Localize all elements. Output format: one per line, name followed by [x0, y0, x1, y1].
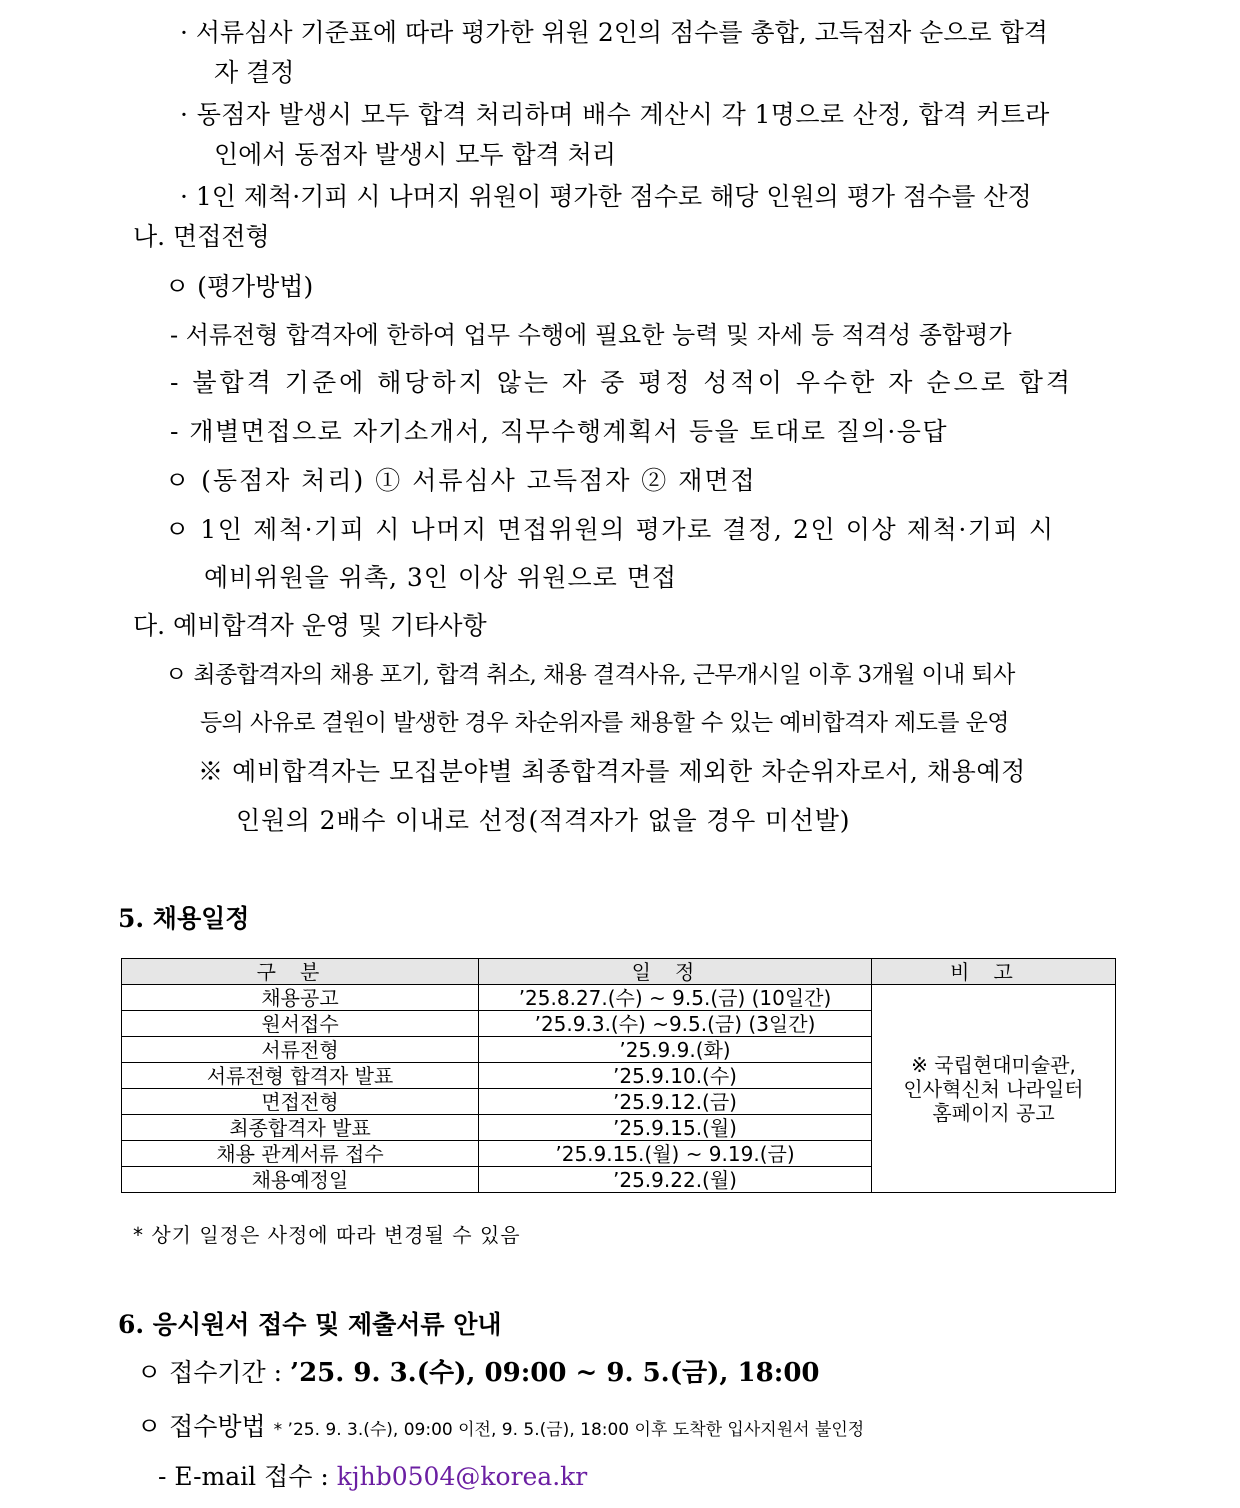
row-item: 채용예정일: [122, 1167, 479, 1193]
screening-line: 자 결정: [214, 58, 295, 87]
row-date: ’25.9.3.(수) ~9.5.(금) (3일간): [479, 1011, 872, 1037]
screening-line: 인에서 동점자 발생시 모두 합격 처리: [214, 140, 616, 169]
interview-line: - 개별면접으로 자기소개서, 직무수행계획서 등을 토대로 질의·응답: [170, 417, 949, 446]
row-item: 서류전형: [122, 1037, 479, 1063]
row-item: 원서접수: [122, 1011, 479, 1037]
row-item: 채용 관계서류 접수: [122, 1141, 479, 1167]
reserve-line: 등의 사유로 결원이 발생한 경우 차순위자를 채용할 수 있는 예비합격자 제도를 운영: [200, 710, 1009, 736]
email-label: - E-mail 접수 :: [158, 1462, 329, 1491]
row-date: ’25.9.15.(월) ~ 9.19.(금): [479, 1141, 872, 1167]
row-item: 채용공고: [122, 985, 479, 1011]
row-item: 면접전형: [122, 1089, 479, 1115]
screening-line: · 동점자 발생시 모두 합격 처리하며 배수 계산시 각 1명으로 산정, 합격 커트라: [180, 100, 1050, 129]
interview-line: 예비위원을 위촉, 3인 이상 위원으로 면접: [204, 563, 677, 592]
interview-line: - 서류전형 합격자에 한하여 업무 수행에 필요한 능력 및 자세 등 적격성 종합평가: [170, 321, 1012, 349]
row-date: ’25.9.15.(월): [479, 1115, 872, 1141]
application-period-row: [137, 1358, 820, 1388]
reserve-line: ㅇ 최종합격자의 채용 포기, 합격 취소, 채용 결격사유, 근무개시일 이후 3개월 이내 퇴사: [165, 662, 1015, 688]
row-date: ’25.8.27.(수) ~ 9.5.(금) (10일간): [479, 985, 872, 1011]
application-method-note: * ’25. 9. 3.(수), 09:00 이전, 9. 5.(금), 18:00 이후 도착한 입사지원서 불인정: [273, 1420, 865, 1440]
interview-line: ㅇ (동점자 처리) ① 서류심사 고득점자 ② 재면접: [165, 466, 757, 495]
row-date: ’25.9.12.(금): [479, 1089, 872, 1115]
application-period-value: ’25. 9. 3.(수), 09:00 ~ 9. 5.(금), 18:00: [290, 1358, 820, 1388]
remarks-line: 인사혁신처 나라일터: [903, 1076, 1084, 1101]
reserve-line: ※ 예비합격자는 모집분야별 최종합격자를 제외한 차순위자로서, 채용예정: [198, 757, 1026, 786]
remarks-line: 홈페이지 공고: [932, 1100, 1055, 1125]
column-header-category: 구분: [122, 959, 479, 985]
section-heading-application: 6. 응시원서 접수 및 제출서류 안내: [118, 1310, 502, 1339]
interview-line: ㅇ 1인 제척·기피 시 나머지 면접위원의 평가로 결정, 2인 이상 제척·기피 시: [165, 515, 1055, 544]
row-item: 최종합격자 발표: [122, 1115, 479, 1141]
schedule-footnote: * 상기 일정은 사정에 따라 변경될 수 있음: [133, 1223, 521, 1247]
screening-line: [180, 18, 1120, 48]
screening-line: · 1인 제척·기피 시 나머지 위원이 평가한 점수로 해당 인원의 평가 점수를 산정: [180, 182, 1032, 211]
email-link[interactable]: kjhb0504@korea.kr: [336, 1462, 588, 1491]
schedule-table: [121, 958, 1116, 1193]
application-period-label: ㅇ 접수기간 :: [137, 1358, 283, 1387]
section-heading-interview: 나. 면접전형: [133, 222, 270, 251]
application-email-row: [158, 1462, 587, 1492]
remarks-cell: [872, 985, 1116, 1193]
table-header-row: [122, 959, 1116, 985]
interview-line: - 불합격 기준에 해당하지 않는 자 중 평정 성적이 우수한 자 순으로 합격: [170, 368, 1074, 397]
column-header-remarks: 비고: [872, 959, 1116, 985]
application-method-row: [137, 1412, 864, 1445]
row-date: ’25.9.22.(월): [479, 1167, 872, 1193]
row-item: 서류전형 합격자 발표: [122, 1063, 479, 1089]
table-row: [122, 985, 1116, 1011]
application-method-label: ㅇ 접수방법: [137, 1412, 266, 1441]
reserve-line: 인원의 2배수 이내로 선정(적격자가 없을 경우 미선발): [236, 806, 851, 835]
row-date: ’25.9.9.(화): [479, 1037, 872, 1063]
row-date: ’25.9.10.(수): [479, 1063, 872, 1089]
section-heading-reserve: 다. 예비합격자 운영 및 기타사항: [133, 611, 487, 640]
interview-line: ㅇ (평가방법): [165, 272, 314, 301]
screening-text-1: · 서류심사 기준표에 따라 평가한 위원 2인의 점수를 총합, 고득점자 순으로 합격: [180, 18, 1048, 47]
column-header-schedule: 일정: [479, 959, 872, 985]
section-heading-schedule: 5. 채용일정: [118, 904, 250, 933]
remarks-line: ※ 국립현대미술관,: [911, 1052, 1076, 1077]
